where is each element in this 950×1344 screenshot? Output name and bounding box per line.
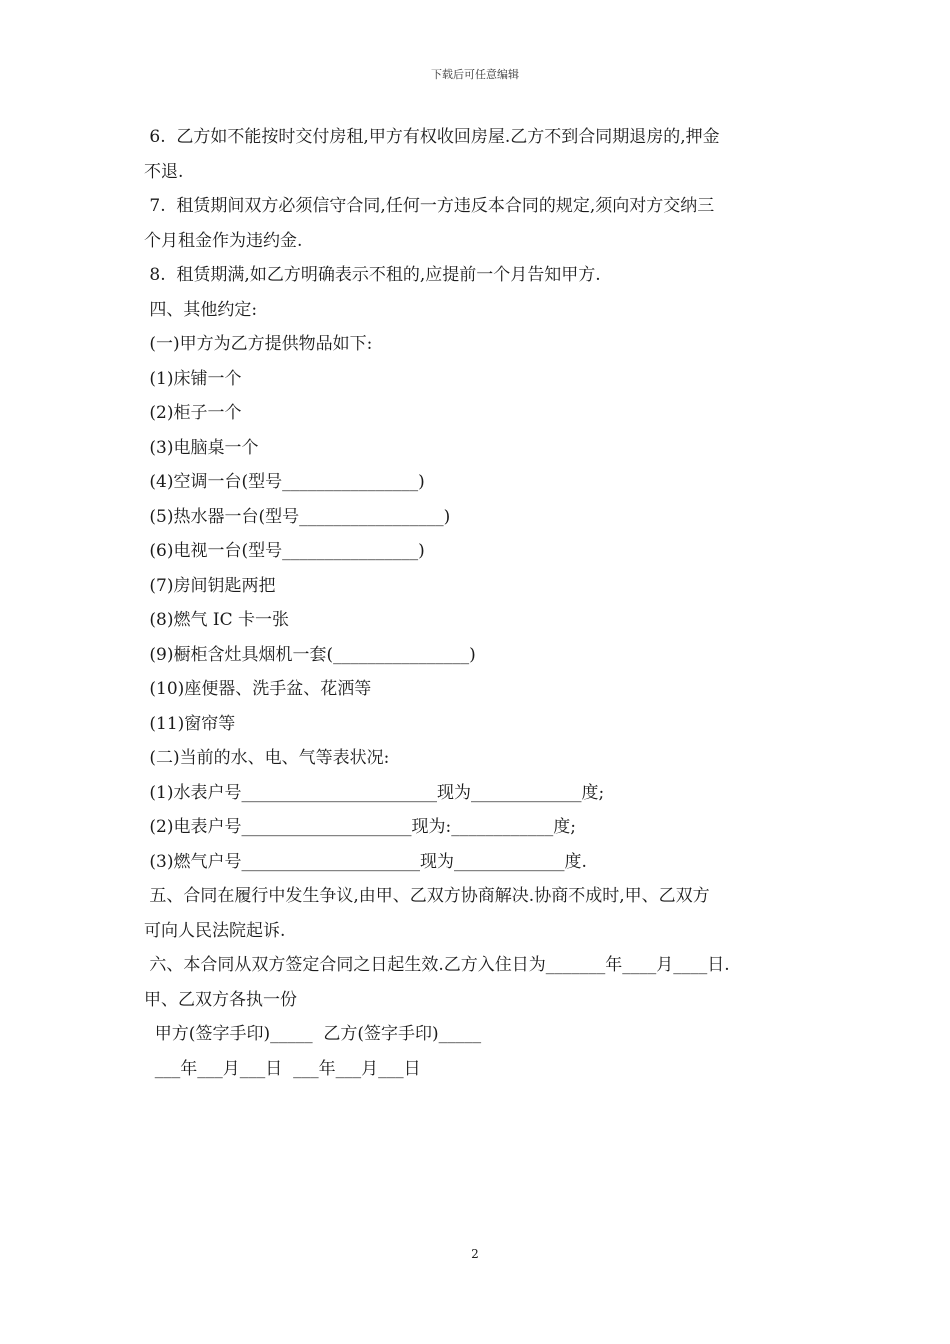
section-6-line-1: 六、本合同从双方签定合同之日起生效.乙方入住日为_______年____月____日. [144, 955, 730, 975]
section-5-line-1: 五、合同在履行中发生争议,由甲、乙双方协商解决.协商不成时,甲、乙双方 [144, 886, 710, 906]
item-curtains: (11)窗帘等 [144, 713, 236, 734]
item-air-conditioner: (4)空调一台(型号________________) [144, 472, 425, 492]
signature-line: 甲方(签字手印)_____ 乙方(签字手印)_____ [144, 1024, 482, 1044]
clause-6-line-1: 6. 乙方如不能按时交付房租,甲方有权收回房屋.乙方不到合同期退房的,押金 [144, 127, 720, 147]
section-6-line-2: 甲、乙双方各执一份 [144, 989, 297, 1010]
subsection-2-heading: (二)当前的水、电、气等表状况: [144, 748, 390, 768]
clause-7-line-2: 个月租金作为违约金. [144, 230, 303, 251]
item-gas-card: (8)燃气 IC 卡一张 [144, 610, 290, 630]
meter-electric: (2)电表户号____________________现为:____________度; [144, 817, 576, 837]
date-line: ___年___月___日 ___年___月___日 [144, 1058, 421, 1079]
contract-body [144, 120, 814, 1086]
clause-6-line-2: 不退. [144, 161, 184, 182]
item-tv: (6)电视一台(型号________________) [144, 541, 425, 561]
item-bathroom: (10)座便器、洗手盆、花洒等 [144, 679, 372, 699]
section-4-heading: 四、其他约定: [144, 299, 258, 320]
subsection-1-heading: (一)甲方为乙方提供物品如下: [144, 334, 373, 354]
page-header: 下载后可任意编辑 [431, 68, 519, 81]
item-cabinet: (2)柜子一个 [144, 403, 242, 423]
clause-7-line-1: 7. 租赁期间双方必须信守合同,任何一方违反本合同的规定,须向对方交纳三 [144, 196, 715, 216]
clause-8: 8. 租赁期满,如乙方明确表示不租的,应提前一个月告知甲方. [144, 265, 601, 285]
item-kitchen-cabinet: (9)橱柜含灶具烟机一套(________________) [144, 644, 476, 665]
meter-water: (1)水表户号_______________________现为_____________度; [144, 782, 605, 803]
item-water-heater: (5)热水器一台(型号_________________) [144, 506, 451, 527]
page-number: 2 [471, 1247, 479, 1261]
item-keys: (7)房间钥匙两把 [144, 575, 276, 596]
item-desk: (3)电脑桌一个 [144, 437, 259, 458]
meter-gas: (3)燃气户号_____________________现为_____________度. [144, 851, 587, 872]
section-5-line-2: 可向人民法院起诉. [144, 920, 286, 941]
item-bed: (1)床铺一个 [144, 368, 242, 389]
